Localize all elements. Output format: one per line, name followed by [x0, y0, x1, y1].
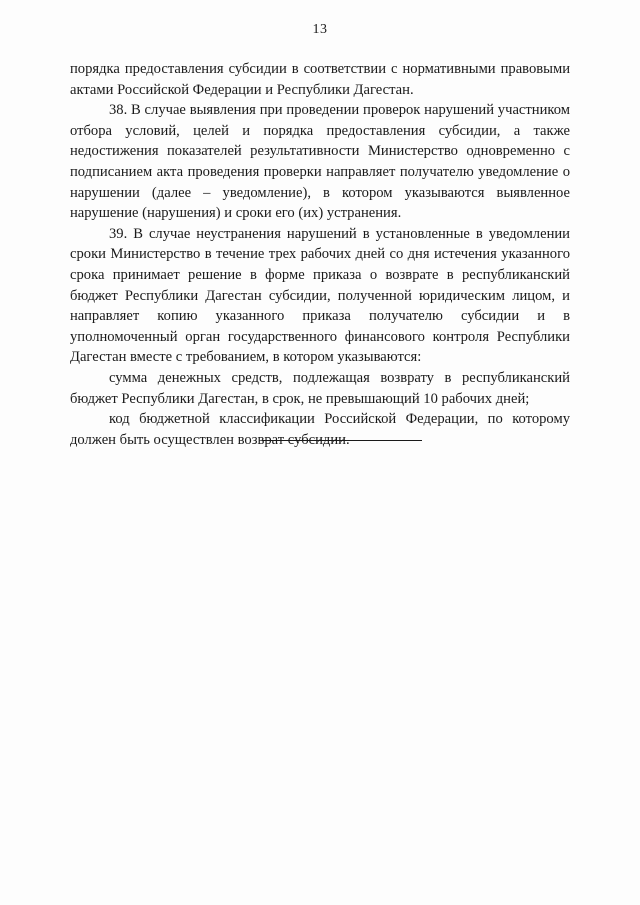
paragraph-requirement-amount: сумма денежных средств, подлежащая возврату в республиканский бюджет Республики Дагестан, в срок, не превышающий 10 рабочих дней;: [70, 369, 570, 407]
paragraph-requirement-code: код бюджетной классификации Российской Федерации, по которому должен быть осуществлен возврат субсидии.: [70, 411, 570, 448]
closing-divider-line: [262, 440, 422, 441]
document-body: [70, 59, 570, 450]
page-number: 13: [312, 22, 328, 37]
paragraph-continuation: порядка предоставления субсидии в соответствии с нормативными правовыми актами Российской Федерации и Республики Дагестан.: [70, 61, 570, 98]
paragraph-item-38: 38. В случае выявления при проведении проверок нарушений участником отбора условий, целей и порядка предоставления субсидии, а также недостижения показателей результативности Министерство одновременно с подписанием акта проведения проверки направляет получателю уведомление о нарушении (далее – уведомление), в котором указываются выявленное нарушение (нарушения) и сроки его (их) устранения.: [70, 102, 570, 222]
paragraph-item-39: 39. В случае неустранения нарушений в установленные в уведомлении сроки Министерство в течение трех рабочих дней со дня истечения указанного срока принимает решение в форме приказа о возврате в республиканский бюджет Республики Дагестан субсидии, полученной юридическим лицом, и направляет копию указанного приказа получателю субсидии и в уполномоченный орган государственного финансового контроля Республики Дагестан вместе с требованием, в котором указываются:: [70, 225, 570, 366]
